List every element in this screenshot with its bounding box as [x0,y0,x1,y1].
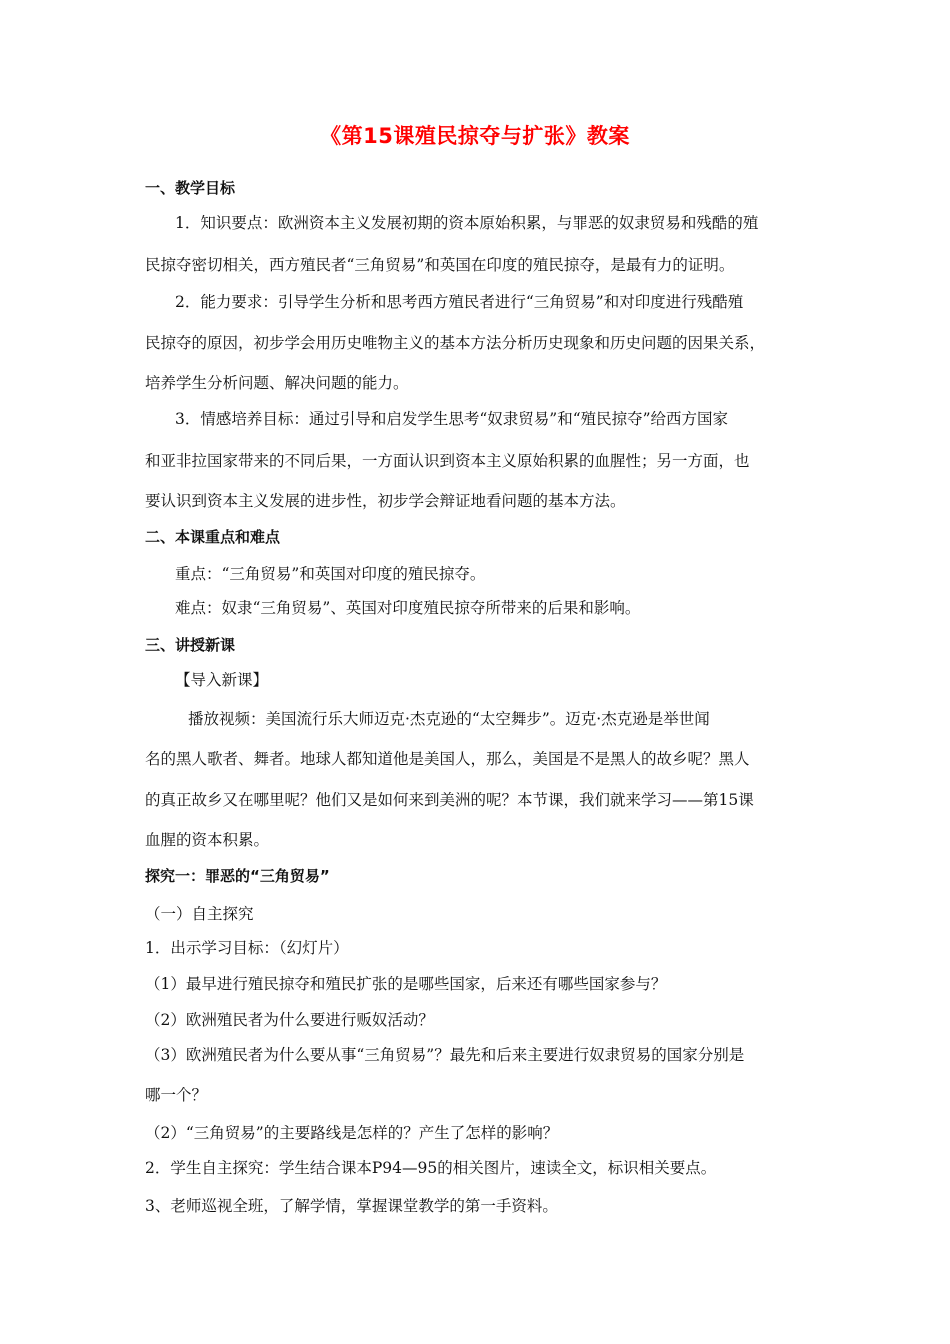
paragraph-line: 民掠夺的原因，初步学会用历史唯物主义的基本方法分析历史现象和历史问题的因果关系， [145,334,766,352]
section-heading-new-lesson: 三、讲授新课 [145,636,236,654]
paragraph-line: 2．学生自主探究：学生结合课本P94—95的相关图片，速读全文，标识相关要点。 [145,1159,717,1177]
paragraph-line: 民掠夺密切相关，西方殖民者“三角贸易”和英国在印度的殖民掠夺，是最有力的证明。 [145,256,735,274]
paragraph-line: 和亚非拉国家带来的不同后果，一方面认识到资本主义原始积累的血腥性；另一方面，也 [145,452,750,470]
paragraph-line: 名的黑人歌者、舞者。地球人都知道他是美国人，那么，美国是不是黑人的故乡呢？黑人 [145,750,750,768]
paragraph-line: 1．知识要点：欧洲资本主义发展初期的资本原始积累，与罪恶的奴隶贸易和残酷的殖 [175,214,759,232]
paragraph-line: 难点：奴隶“三角贸易”、英国对印度殖民掠夺所带来的后果和影响。 [175,599,641,617]
paragraph-line: 要认识到资本主义发展的进步性，初步学会辩证地看问题的基本方法。 [145,492,626,510]
paragraph-line: 重点：“三角贸易”和英国对印度的殖民掠夺。 [175,565,486,583]
paragraph-line: 播放视频：美国流行乐大师迈克·杰克逊的“太空舞步”。迈克·杰克逊是举世闻 [188,710,710,728]
section-heading-key-points: 二、本课重点和难点 [145,528,281,546]
document-title: 《第15课殖民掠夺与扩张》教案 [320,124,630,148]
paragraph-line: （一）自主探究 [145,905,254,923]
question-line: （2）欧洲殖民者为什么要进行贩奴活动？ [145,1011,434,1029]
paragraph-line: 2．能力要求：引导学生分析和思考西方殖民者进行“三角贸易”和对印度进行残酷殖 [175,293,744,311]
section-heading-teaching-goals: 一、教学目标 [145,179,236,197]
paragraph-line: 3、老师巡视全班，了解学情，掌握课堂教学的第一手资料。 [145,1197,558,1215]
question-line: 哪一个？ [145,1086,208,1104]
question-line: （3）欧洲殖民者为什么要从事“三角贸易”？最先和后来主要进行奴隶贸易的国家分别是 [145,1046,745,1064]
subheading-intro: 【导入新课】 [175,671,269,689]
paragraph-line: 1．出示学习目标：（幻灯片） [145,939,349,957]
paragraph-line: 血腥的资本积累。 [145,831,270,849]
paragraph-line: 3．情感培养目标：通过引导和启发学生思考“奴隶贸易”和“殖民掠夺”给西方国家 [175,410,729,428]
section-heading-inquiry-one: 探究一：罪恶的“三角贸易” [145,867,330,885]
question-line: （1）最早进行殖民掠夺和殖民扩张的是哪些国家，后来还有哪些国家参与？ [145,975,667,993]
question-line: （2）“三角贸易”的主要路线是怎样的？产生了怎样的影响？ [145,1124,559,1142]
paragraph-line: 培养学生分析问题、解决问题的能力。 [145,374,409,392]
paragraph-line: 的真正故乡又在哪里呢？他们又是如何来到美洲的呢？本节课，我们就来学习——第15课 [145,791,754,809]
